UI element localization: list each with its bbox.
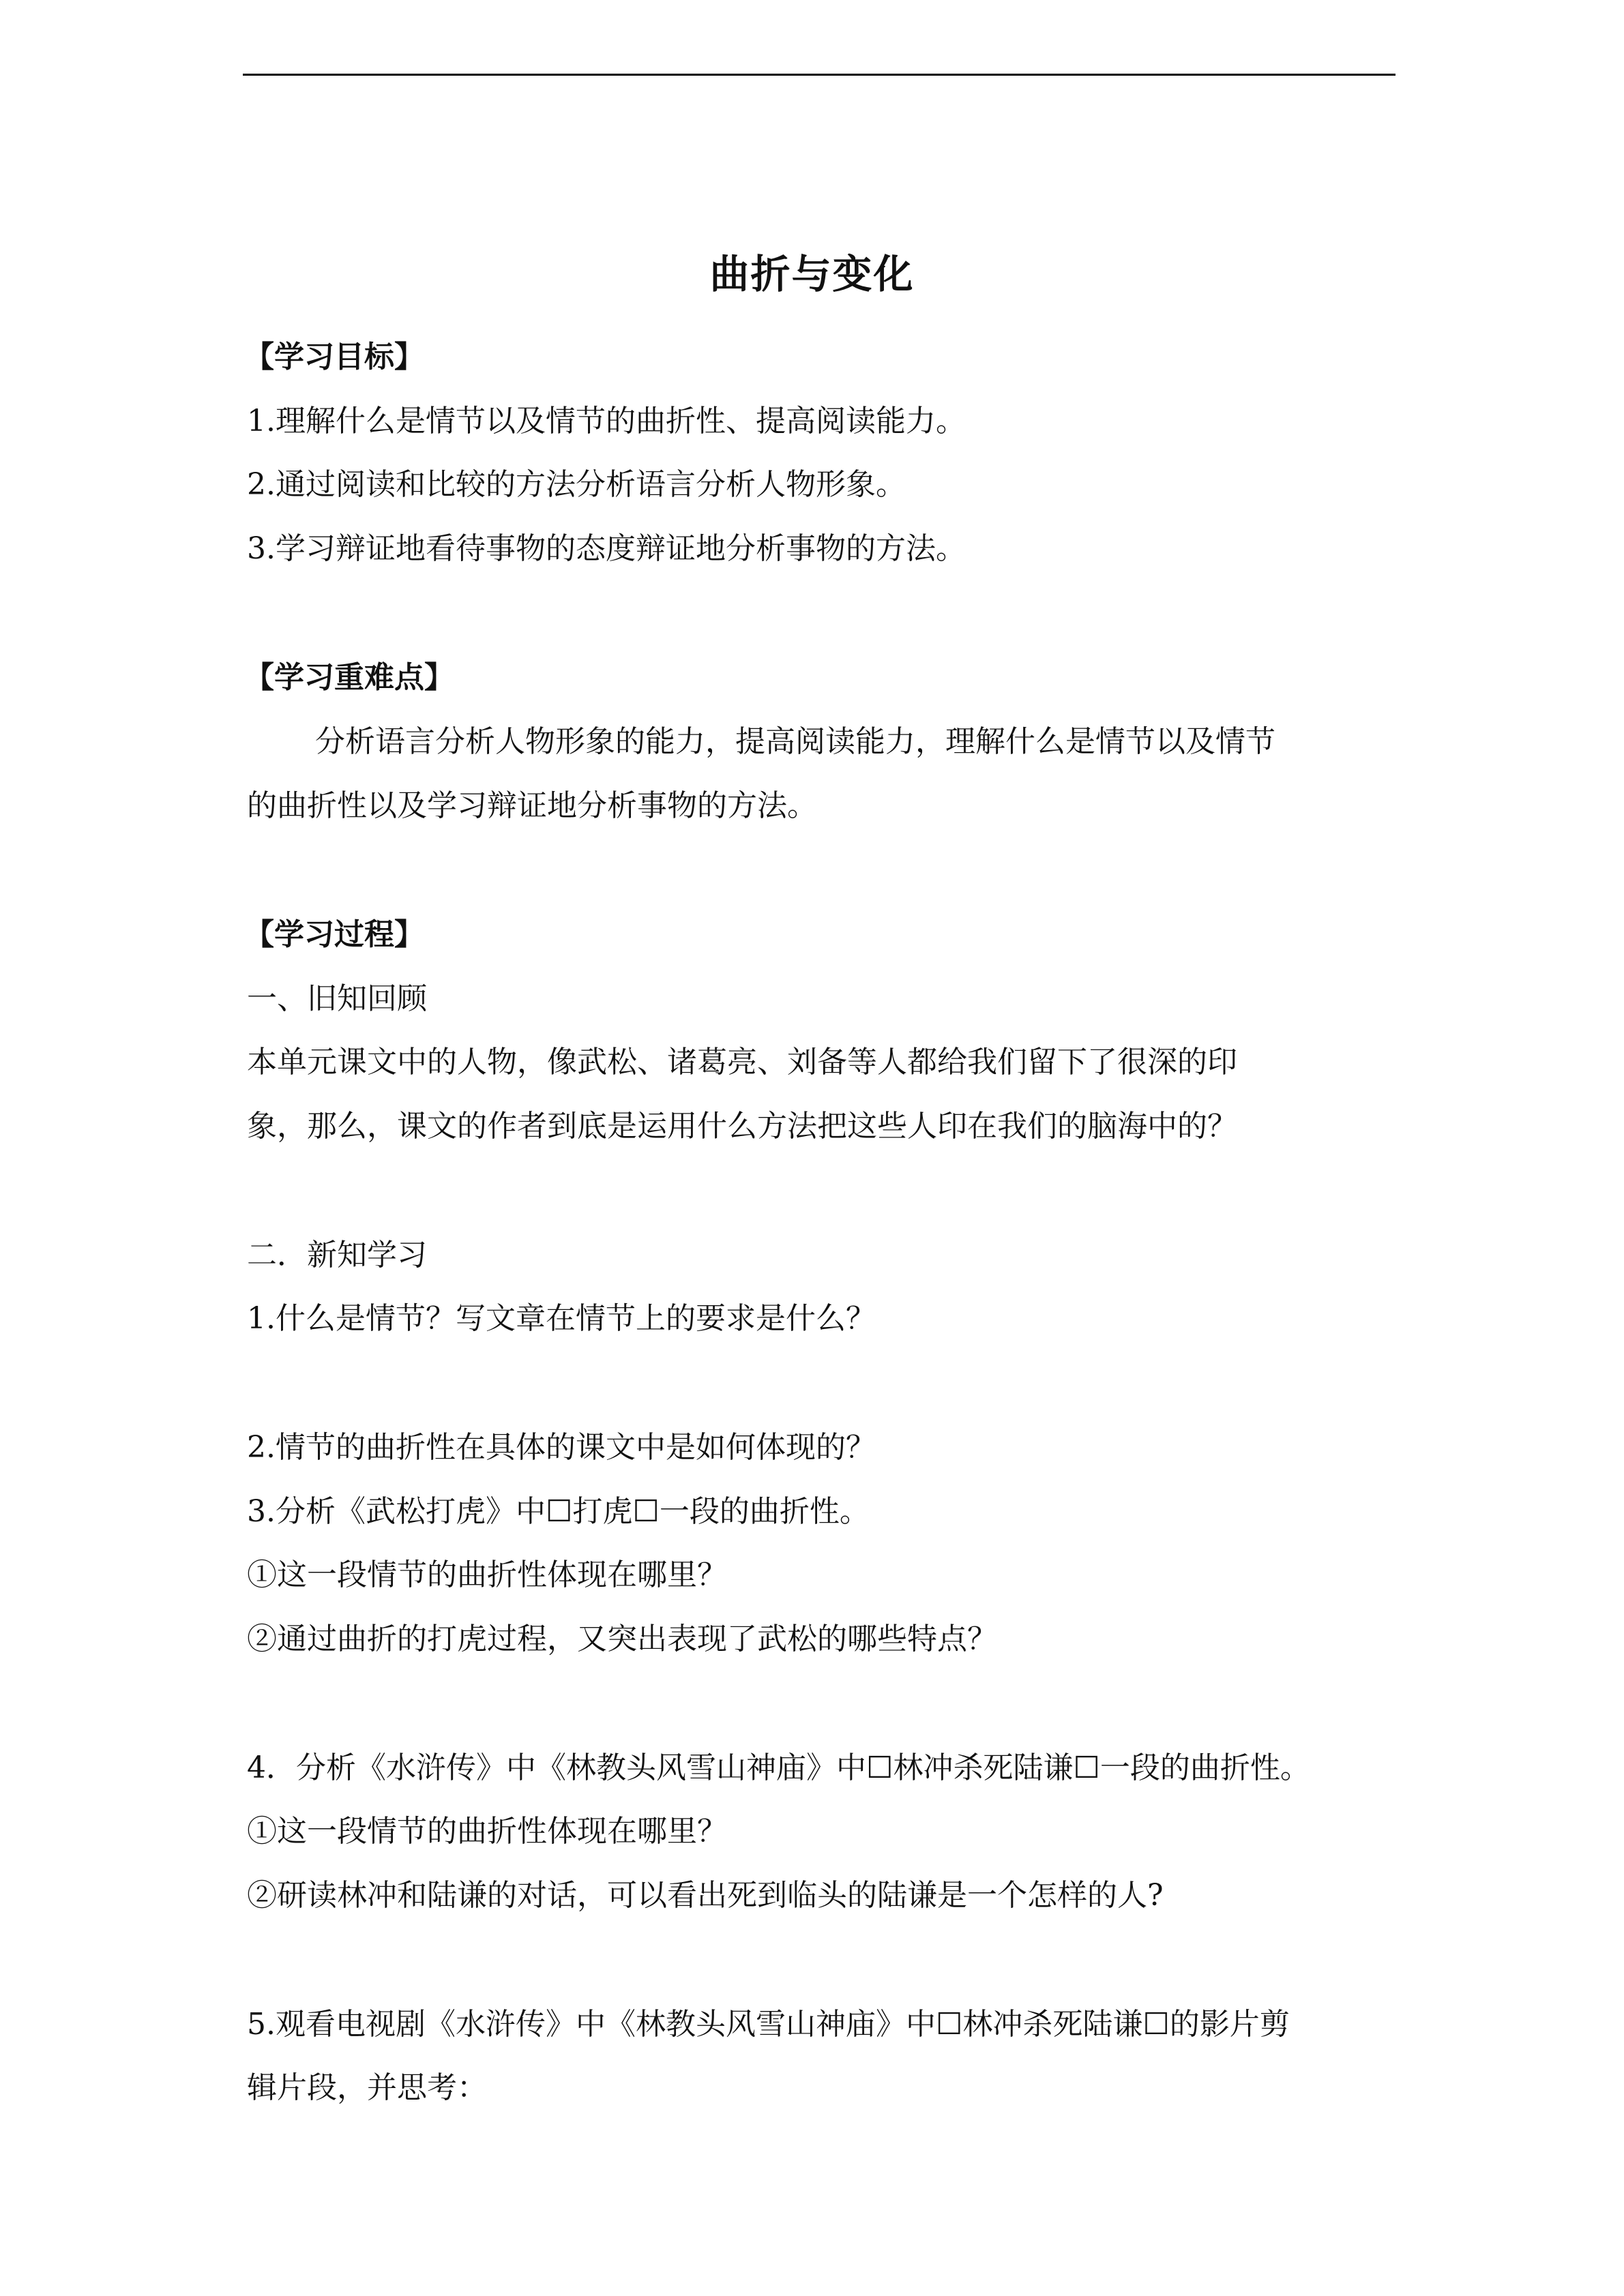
goal-item-3: 3.学习辩证地看待事物的态度辩证地分析事物的方法。 [247,531,966,566]
key-points-heading: 【学习重难点】 [244,660,454,695]
process-heading: 【学习过程】 [244,917,424,952]
question-3: 3.分析《武松打虎》中☐打虎☐一段的曲折性。 [247,1494,870,1529]
document-title: 曲折与变化 [709,251,915,297]
question-4-sub-1: ①这一段情节的曲折性体现在哪里？ [247,1814,727,1849]
key-points-line-2: 的曲折性以及学习辩证地分析事物的方法。 [247,788,817,823]
goal-item-1: 1.理解什么是情节以及情节的曲折性、提高阅读能力。 [247,404,966,438]
question-3-sub-1: ①这一段情节的曲折性体现在哪里？ [247,1557,727,1592]
review-heading: 一、旧知回顾 [247,981,427,1016]
question-5-line-1: 5.观看电视剧《水浒传》中《林教头风雪山神庙》中☐林冲杀死陆谦☐的影片剪 [247,2007,1290,2042]
review-line-1: 本单元课文中的人物，像武松、诸葛亮、刘备等人都给我们留下了很深的印 [247,1045,1237,1079]
goals-heading: 【学习目标】 [244,340,424,374]
key-points-line-1: 分析语言分析人物形象的能力，提高阅读能力，理解什么是情节以及情节 [315,724,1275,759]
header-rule [243,74,1396,76]
goal-item-2: 2.通过阅读和比较的方法分析语言分析人物形象。 [247,467,906,502]
question-5-line-2: 辑片段，并思考： [247,2070,487,2105]
question-1: 1.什么是情节？写文章在情节上的要求是什么？ [247,1301,876,1336]
question-4-sub-2: ②研读林冲和陆谦的对话，可以看出死到临头的陆谦是一个怎样的人? [247,1878,1164,1913]
new-learning-heading: 二．新知学习 [247,1238,427,1272]
question-3-sub-2: ②通过曲折的打虎过程，又突出表现了武松的哪些特点？ [247,1622,997,1656]
question-2: 2.情节的曲折性在具体的课文中是如何体现的？ [247,1430,876,1465]
question-4: 4．分析《水浒传》中《林教头风雪山神庙》中☐林冲杀死陆谦☐一段的曲折性。 [247,1750,1310,1785]
review-line-2: 象，那么，课文的作者到底是运用什么方法把这些人印在我们的脑海中的？ [247,1109,1237,1144]
